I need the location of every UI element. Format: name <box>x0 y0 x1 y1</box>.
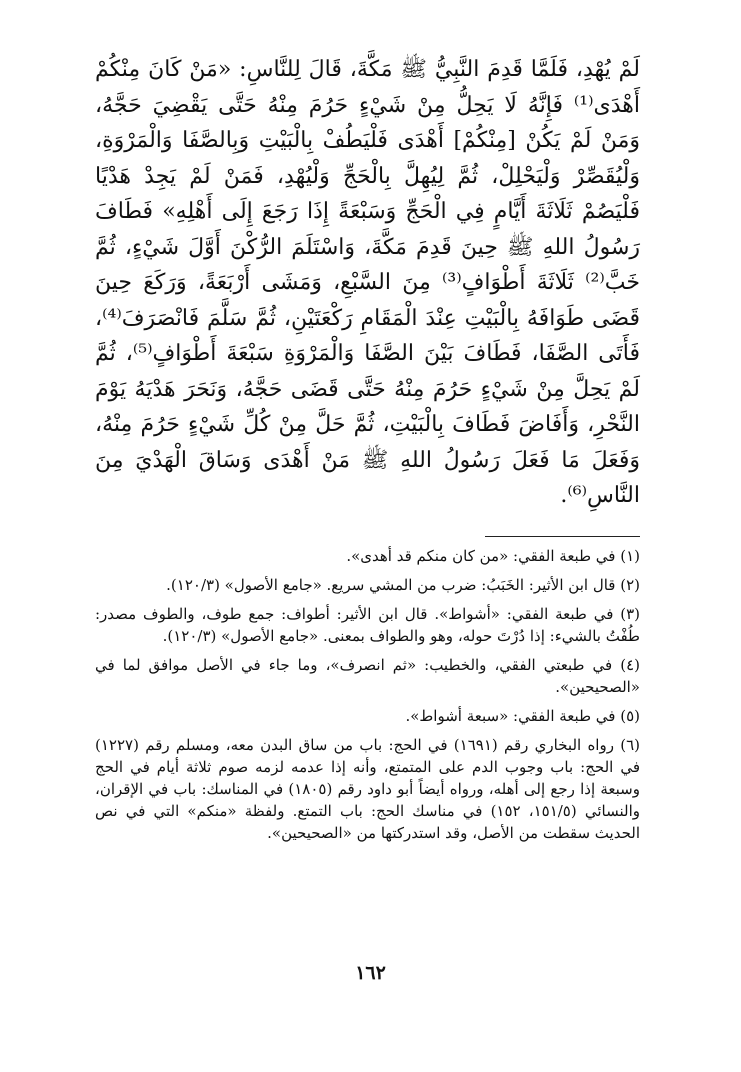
footnote-divider <box>485 536 640 537</box>
footnote-4: (٤) في طبعتي الفقي، والخطيب: «ثم انصرف»، وما جاء في الأصل موافق لما في «الصحيحين». <box>95 656 640 696</box>
main-text-body <box>95 52 640 514</box>
footnotes-section <box>95 545 640 851</box>
page-number: ١٦٢ <box>355 962 386 984</box>
footnote-1: (١) في طبعة الفقي: «من كان منكم قد أهدى». <box>346 547 640 565</box>
footnote-3: (٣) في طبعة الفقي: «أشواط». قال ابن الأثير: أطواف: جمع طوف، والطوف مصدر: طُفْتُ بالشيء: إذا دُرْتَ حوله، وهو والطواف بمعنى. «جامع الأصول» (١٢٠/٣). <box>95 605 640 645</box>
footnote-5: (٥) في طبعة الفقي: «سبعة أشواط». <box>405 707 640 725</box>
footnote-2: (٢) قال ابن الأثير: الخَبَبُ: ضرب من المشي سريع. «جامع الأصول» (١٢٠/٣). <box>166 576 640 594</box>
footnote-6: (٦) رواه البخاري رقم (١٦٩١) في الحج: باب من ساق البدن معه، ومسلم رقم (١٢٢٧) في الحج: باب وجوب الدم على المتمتع، وأنه إذا عدمه لزمه صوم ثلاثة أيام في الحج وسبعة إذا رجع إلى أهله، ورواه أيضاً أبو داود رقم (١٨٠٥) في المناسك: باب في الإقران، والنسائي (١٥١/٥، ١٥٢) في مناسك الحج: باب التمتع. ولفظة «منكم» التي في نص الحديث سقطت من الأصل، وقد استدركتها من «الصحيحين». <box>95 736 640 842</box>
hadith-paragraph: لَمْ يُهْدِ، فَلَمَّا قَدِمَ النَّبِيُّ ﷺ مَكَّةَ، قَالَ لِلنَّاسِ: «مَنْ كَانَ مِنْكُمْ أَهْدَى⁽¹⁾ فَإِنَّهُ لَا يَحِلُّ مِنْ شَيْءٍ حَرُمَ مِنْهُ حَتَّى يَقْضِيَ حَجَّهُ، وَمَنْ لَمْ يَكُنْ [مِنْكُمْ] أَهْدَى فَلْيَطُفْ بِالْبَيْتِ وَبِالصَّفَا وَالْمَرْوَةِ، وَلْيُقَصِّرْ وَلْيَحْلِلْ، ثُمَّ لِيُهِلَّ بِالْحَجِّ وَلْيُهْدِ، فَمَنْ لَمْ يَجِدْ هَدْيًا فَلْيَصُمْ ثَلَاثَةَ أَيَّامٍ فِي الْحَجِّ وَسَبْعَةً إِذَا رَجَعَ إِلَى أَهْلِهِ» فَطَافَ رَسُولُ اللهِ ﷺ حِينَ قَدِمَ مَكَّةَ، وَاسْتَلَمَ الرُّكْنَ أَوَّلَ شَيْءٍ، ثُمَّ خَبَّ⁽²⁾ ثَلَاثَةَ أَطْوَافٍ⁽³⁾ مِنَ السَّبْعِ، وَمَشَى أَرْبَعَةً، وَرَكَعَ حِينَ قَضَى طَوَافَهُ بِالْبَيْتِ عِنْدَ الْمَقَامِ رَكْعَتَيْنِ، ثُمَّ سَلَّمَ فَانْصَرَفَ⁽⁴⁾، فَأَتَى الصَّفَا، فَطَافَ بَيْنَ الصَّفَا وَالْمَرْوَةِ سَبْعَةَ أَطْوَافٍ⁽⁵⁾، ثُمَّ لَمْ يَحِلَّ مِنْ شَيْءٍ حَرُمَ مِنْهُ حَتَّى قَضَى حَجَّهُ، وَنَحَرَ هَدْيَهُ يَوْمَ النَّحْرِ، وَأَفَاضَ فَطَافَ بِالْبَيْتِ، ثُمَّ حَلَّ مِنْ كُلِّ شَيْءٍ حَرُمَ مِنْهُ، وَفَعَلَ مَا فَعَلَ رَسُولُ اللهِ ﷺ مَنْ أَهْدَى وَسَاقَ الْهَدْيَ مِنَ النَّاسِ⁽⁶⁾. <box>95 57 640 508</box>
